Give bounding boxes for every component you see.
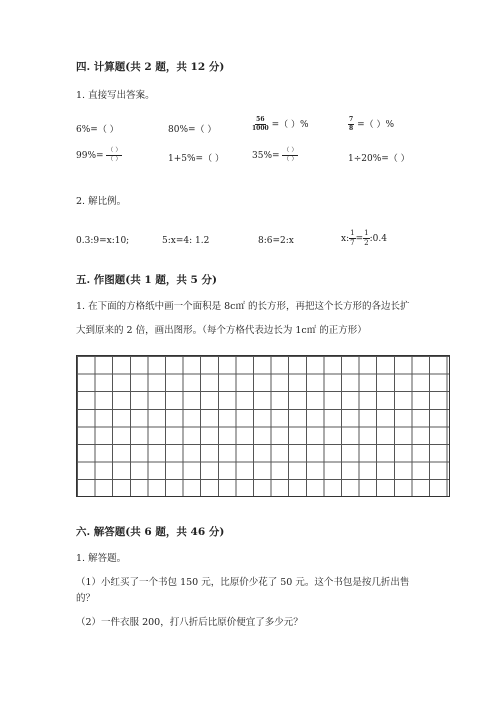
equals-sign: = xyxy=(355,234,364,244)
problem-1-line-2: 的？ xyxy=(76,593,96,604)
fraction-denominator: 8 xyxy=(349,125,354,132)
problem-1-line-1: （1）小红买了一个书包 150 元，比原价少花了 50 元。这个书包是按几折出售 xyxy=(76,577,410,588)
expression: 35%= xyxy=(252,151,280,161)
expression: 99%= xyxy=(76,151,104,161)
blank-denominator: （ ） xyxy=(283,156,298,163)
answer-blank: =（ ）% xyxy=(357,120,395,130)
square-grid-paper xyxy=(76,355,450,497)
proportion-a: 0.3:9=x:10; xyxy=(76,236,130,246)
drawing-question-line-1: 1. 在下面的方格纸中画一个面积是 8c㎡ 的长方形，再把这个长方形的各边长扩 xyxy=(76,301,410,312)
calc-35-percent xyxy=(252,148,298,163)
fraction-denominator: 2 xyxy=(364,239,369,247)
blank-numerator: （ ） xyxy=(283,147,298,154)
blank-numerator: （ ） xyxy=(107,147,122,154)
fraction-numerator: 7 xyxy=(349,116,354,123)
fraction-denominator: 7 xyxy=(350,239,355,247)
question-1-label: 1. 解答题。 xyxy=(76,553,127,564)
question-2-label: 2. 解比例。 xyxy=(76,196,127,207)
proportion-b: 5:x=4: 1.2 xyxy=(162,236,210,246)
expression: :0.4 xyxy=(369,234,387,244)
expression: x: xyxy=(341,234,350,244)
calc-80-percent: 80%=（ ） xyxy=(168,125,217,135)
answer-blank: =（ ）% xyxy=(271,120,309,130)
calc-56-over-1000 xyxy=(252,117,309,132)
section-4-title: 四. 计算题(共 2 题，共 12 分) xyxy=(76,61,225,73)
proportion-d xyxy=(341,230,387,247)
proportion-c: 8:6=2:x xyxy=(258,236,294,246)
fraction-numerator: 1 xyxy=(350,229,355,237)
calc-1-plus-5-percent: 1+5%=（ ） xyxy=(168,154,224,164)
drawing-question-line-2: 大到原来的 2 倍，画出图形。（每个方格代表边长为 1c㎡ 的正方形） xyxy=(76,325,367,336)
question-1-label: 1. 直接写出答案。 xyxy=(76,90,155,101)
calc-1-div-20-percent: 1÷20%=（ ） xyxy=(348,154,410,164)
calc-7-over-8 xyxy=(348,117,394,132)
calc-99-percent xyxy=(76,148,122,163)
calc-6-percent: 6%=（ ） xyxy=(76,125,119,135)
fraction-numerator: 56 xyxy=(256,116,265,123)
section-5-title: 五. 作图题(共 1 题，共 5 分) xyxy=(76,274,217,286)
section-6-title: 六. 解答题(共 6 题，共 46 分) xyxy=(76,526,225,538)
fraction-numerator: 1 xyxy=(364,229,369,237)
blank-denominator: （ ） xyxy=(107,156,122,163)
problem-2: （2）一件衣服 200，打八折后比原价便宜了多少元？ xyxy=(76,617,303,628)
fraction-denominator: 1000 xyxy=(252,125,269,132)
